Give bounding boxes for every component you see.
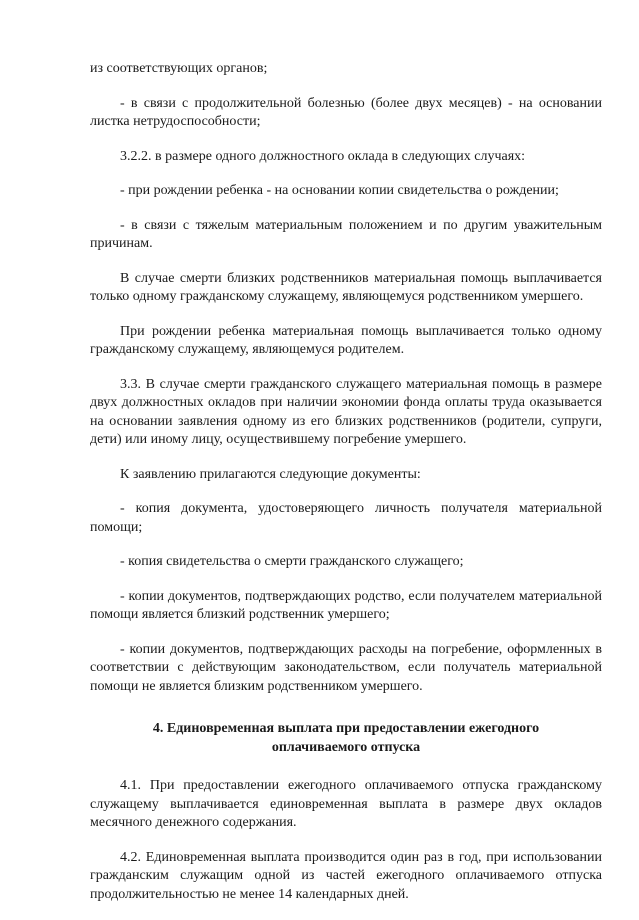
paragraph-doc-death-certificate: - копия свидетельства о смерти гражданского служащего; bbox=[120, 554, 464, 569]
paragraph-doc-identity: - копия документа, удостоверяющего личность получателя материальной помощи; bbox=[90, 501, 602, 535]
paragraph-child-birth: - при рождении ребенка - на основании копии свидетельства о рождении; bbox=[120, 183, 559, 198]
paragraph-relative-death: В случае смерти близких родственников материальная помощь выплачивается только одному гражданскому служащему, являющемуся родственником умершего. bbox=[90, 270, 602, 304]
section-heading-4 bbox=[90, 720, 602, 757]
paragraph-doc-kinship: - копии документов, подтверждающих родство, если получателем материальной помощи является близкий родственник умершего; bbox=[90, 588, 602, 622]
paragraph-doc-funeral-expenses: - копии документов, подтверждающих расходы на погребение, оформленных в соответствии с действующим законодательством, если получатель материальной помощи не является близким родственником умершего. bbox=[90, 641, 602, 694]
paragraph-illness: - в связи с продолжительной болезнью (более двух месяцев) - на основании листка нетрудоспособности; bbox=[90, 95, 602, 129]
paragraph-continuation: из соответствующих органов; bbox=[90, 61, 268, 76]
paragraph-hardship: - в связи с тяжелым материальным положением и по другим уважительным причинам. bbox=[90, 217, 602, 251]
paragraph-birth-parent: При рождении ребенка материальная помощь выплачивается только одному гражданскому служащему, являющемуся родителем. bbox=[90, 323, 602, 357]
paragraph-3-2-2: 3.2.2. в размере одного должностного оклада в следующих случаях: bbox=[120, 148, 526, 164]
section-heading-line1: 4. Единовременная выплата при предоставлении ежегодного bbox=[152, 721, 540, 736]
paragraph-4-2: 4.2. Единовременная выплата производится один раз в год, при использовании гражданским служащим одной из частей ежегодного оплачиваемого отпуска продолжительностью не менее 14 календарных дней. bbox=[90, 849, 602, 902]
document-body bbox=[90, 60, 602, 920]
paragraph-documents-intro: К заявлению прилагаются следующие документы: bbox=[120, 466, 421, 482]
section-heading-line2: оплачиваемого отпуска bbox=[271, 739, 421, 755]
paragraph-4-1: 4.1. При предоставлении ежегодного оплачиваемого отпуска гражданскому служащему выплачивается единовременная выплата в размере двух окладов месячного денежного содержания. bbox=[90, 778, 602, 830]
paragraph-3-3: 3.3. В случае смерти гражданского служащего материальная помощь в размере двух должностных окладов при наличии экономии фонда оплаты труда оказывается на основании заявления одному из его близких родственников (родители, супруги, дети) или иному лицу, осуществившему погребение умершего. bbox=[90, 376, 602, 447]
